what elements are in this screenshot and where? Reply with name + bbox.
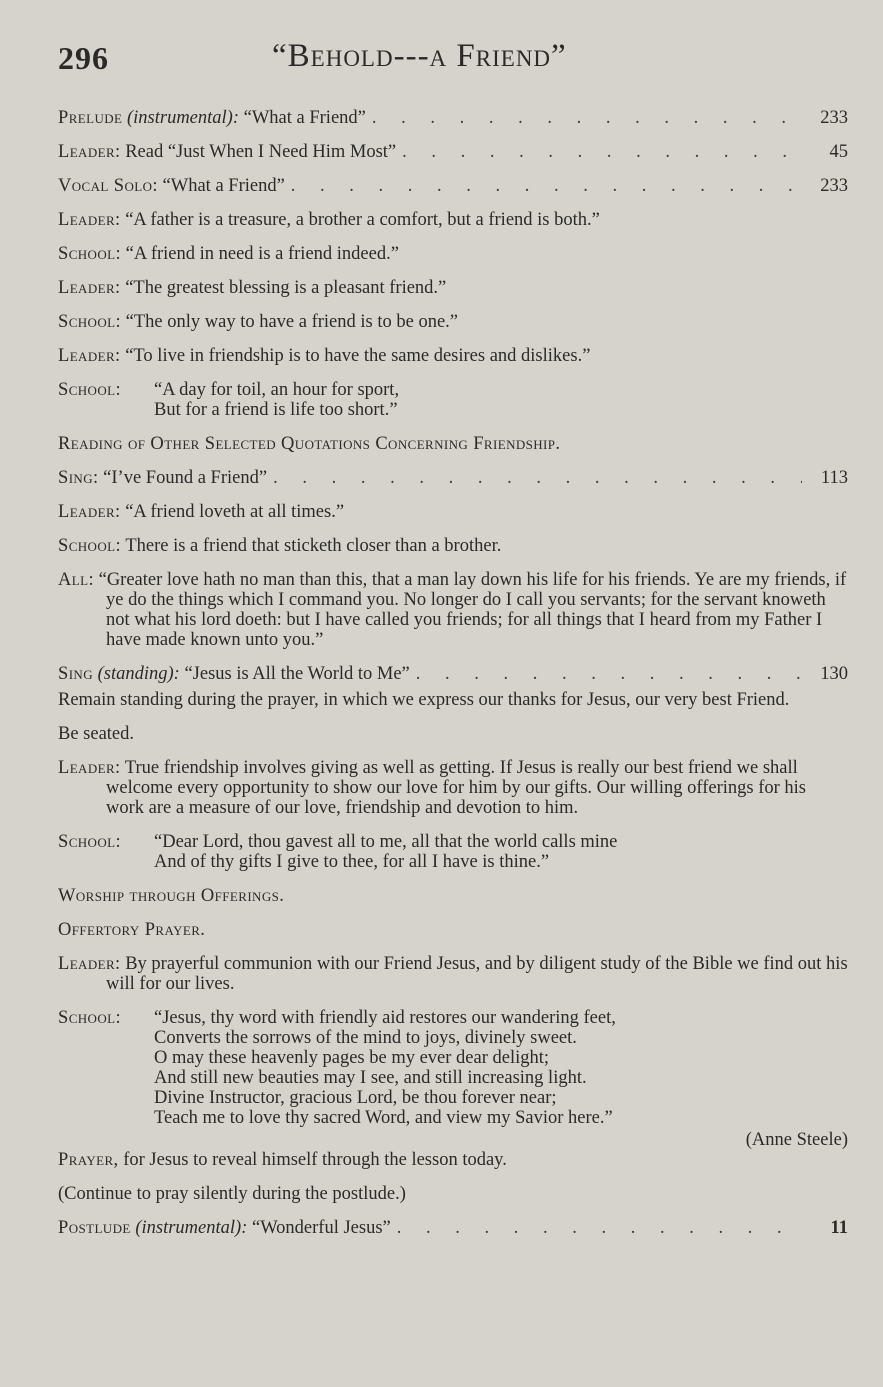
verse-line: “Jesus, thy word with friendly aid restores our wandering feet, <box>154 1008 616 1028</box>
leader-dots <box>273 468 802 488</box>
page-title: “Behold---a Friend” <box>272 38 567 74</box>
leader-label: Leader: <box>58 278 121 298</box>
all-label: All: <box>58 570 94 590</box>
prelude-label: Prelude <box>58 108 123 128</box>
leader-label: Leader: <box>58 142 121 162</box>
prayer-label: Prayer, <box>58 1150 119 1170</box>
vocal-solo-line <box>58 176 848 196</box>
leader-text: “The greatest blessing is a pleasant friend.” <box>125 278 447 298</box>
verse-line: Divine Instructor, gracious Lord, be thou forever near; <box>154 1088 557 1108</box>
leader-line <box>58 954 848 994</box>
vocal-solo-number: 233 <box>820 176 848 196</box>
school-label: School: <box>58 244 122 264</box>
verse-line: O may these heavenly pages be my ever dear delight; <box>154 1048 550 1068</box>
prayer-text: for Jesus to reveal himself through the lesson today. <box>123 1150 507 1170</box>
postlude-label: Postlude <box>58 1218 131 1238</box>
verse-line: “Dear Lord, thou gavest all to me, all that the world calls mine <box>154 832 618 852</box>
verse-line: Teach me to love thy sacred Word, and view my Savior here.” <box>154 1108 613 1128</box>
sing-label: Sing: <box>58 468 99 488</box>
leader-read-text: Read “Just When I Need Him Most” <box>125 142 397 162</box>
leader-dots <box>397 1218 802 1238</box>
school-label: School: <box>58 1008 122 1028</box>
page-number: 296 <box>58 40 109 76</box>
school-label: School: <box>58 832 122 852</box>
leader-line <box>58 346 848 366</box>
school-verse <box>58 380 848 420</box>
instruction-text: (Continue to pray silently during the postlude.) <box>58 1184 406 1204</box>
leader-line <box>58 278 848 298</box>
leader-text: True friendship involves giving as well as getting. If Jesus is really our best friend we shall welcome every opportunity to show our love for him by our gifts. Our willing offerings for his work are a measure of our love, friendship and devotion to him. <box>106 758 806 818</box>
section-heading: Offertory Prayer. <box>58 920 206 940</box>
verse-line: “A day for toil, an hour for sport, <box>154 380 400 400</box>
instruction-text: Remain standing during the prayer, in which we express our thanks for Jesus, our very best Friend. <box>58 690 790 710</box>
school-verse <box>58 832 848 872</box>
sing-number: 130 <box>820 664 848 684</box>
order-of-service <box>58 108 848 1252</box>
leader-label: Leader: <box>58 210 121 230</box>
school-verse <box>58 1008 848 1128</box>
school-text: “The only way to have a friend is to be one.” <box>125 312 459 332</box>
vocal-solo-label: Vocal Solo: <box>58 176 158 196</box>
sing-standing-line <box>58 664 848 684</box>
sing-hymn: “Jesus is All the World to Me” <box>184 664 410 684</box>
school-text: “A friend in need is a friend indeed.” <box>125 244 399 264</box>
leader-line <box>58 502 848 522</box>
all-text: “Greater love hath no man than this, that a man lay down his life for his friends. Ye are my friends, if ye do the things which I command you. No longer do I call you servants; for the servant knoweth not what his lord doeth: but I have called you friends; for all things that I heard from my Father I have made known unto you.” <box>98 570 847 650</box>
leader-line <box>58 210 848 230</box>
instruction-text: Be seated. <box>58 724 135 744</box>
verse-line: And still new beauties may I see, and still increasing light. <box>154 1068 587 1088</box>
school-label: School: <box>58 312 122 332</box>
sing-hymn: “I’ve Found a Friend” <box>103 468 268 488</box>
leader-text: “To live in friendship is to have the same desires and dislikes.” <box>125 346 591 366</box>
leader-text: “A father is a treasure, a brother a comfort, but a friend is both.” <box>125 210 600 230</box>
leader-dots <box>372 108 802 128</box>
leader-line <box>58 758 848 818</box>
all-line <box>58 570 848 650</box>
school-line <box>58 244 848 264</box>
prelude-note: (instrumental): <box>126 108 239 128</box>
leader-text: By prayerful communion with our Friend Jesus, and by diligent study of the Bible we find out his will for our lives. <box>106 954 848 994</box>
verse-line: Converts the sorrows of the mind to joys, divinely sweet. <box>154 1028 577 1048</box>
leader-dots <box>402 142 802 162</box>
leader-label: Leader: <box>58 758 121 778</box>
leader-text: “A friend loveth at all times.” <box>125 502 345 522</box>
postlude-number: 11 <box>830 1218 848 1238</box>
postlude-note: (instrumental): <box>135 1218 248 1238</box>
leader-label: Leader: <box>58 502 121 522</box>
school-line <box>58 312 848 332</box>
leader-dots <box>291 176 802 196</box>
sing-line <box>58 468 848 488</box>
prelude-hymn-number: 233 <box>820 108 848 128</box>
hymn-attribution: (Anne Steele) <box>745 1130 848 1150</box>
school-text: There is a friend that sticketh closer than a brother. <box>125 536 502 556</box>
school-label: School: <box>58 380 122 400</box>
verse-line: But for a friend is life too short.” <box>154 400 398 420</box>
sing-label: Sing <box>58 664 93 684</box>
leader-label: Leader: <box>58 954 121 974</box>
postlude-hymn: “Wonderful Jesus” <box>251 1218 391 1238</box>
section-heading: Worship through Offerings. <box>58 886 285 906</box>
prelude-line <box>58 108 848 128</box>
sing-note: (standing): <box>97 664 180 684</box>
prayer-line <box>58 1150 848 1170</box>
page-header <box>58 38 843 88</box>
leader-read-line <box>58 142 848 162</box>
leader-dots <box>416 664 802 684</box>
vocal-solo-hymn: “What a Friend” <box>162 176 285 196</box>
school-line <box>58 536 848 556</box>
postlude-line <box>58 1218 848 1238</box>
verse-line: And of thy gifts I give to thee, for all I have is thine.” <box>154 852 550 872</box>
sing-number: 113 <box>820 468 848 488</box>
school-label: School: <box>58 536 122 556</box>
reading-heading: Reading of Other Selected Quotations Concerning Friendship. <box>58 434 561 454</box>
leader-label: Leader: <box>58 346 121 366</box>
prelude-hymn: “What a Friend” <box>243 108 366 128</box>
leader-read-number: 45 <box>829 142 848 162</box>
